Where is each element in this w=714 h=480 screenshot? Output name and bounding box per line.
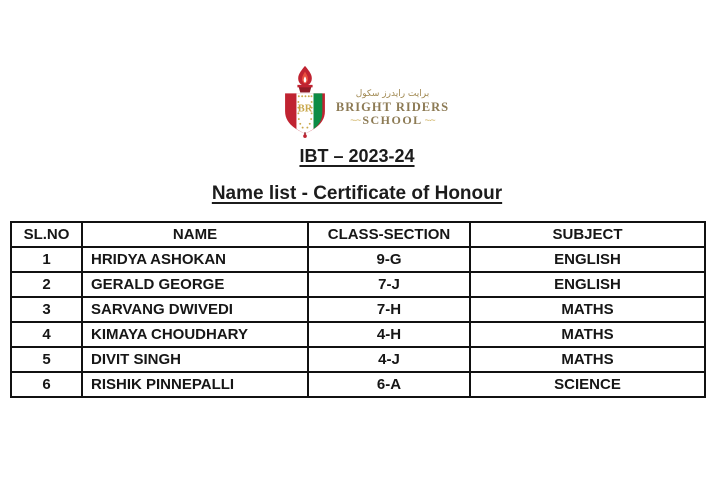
page-title: IBT – 2023-24 bbox=[299, 146, 415, 166]
school-name-line1: BRIGHT RIDERS bbox=[335, 99, 450, 114]
cell-class-section: 7-H bbox=[308, 297, 470, 322]
school-name-line2: SCHOOL bbox=[362, 113, 423, 128]
header-slno: SL.NO bbox=[11, 222, 82, 247]
cell-name: DIVIT SINGH bbox=[82, 347, 308, 372]
cell-slno: 5 bbox=[11, 347, 82, 372]
cell-subject: MATHS bbox=[470, 297, 705, 322]
cell-class-section: 9-G bbox=[308, 247, 470, 272]
cell-name: HRIDYA ASHOKAN bbox=[82, 247, 308, 272]
cell-subject: MATHS bbox=[470, 322, 705, 347]
table-row bbox=[11, 322, 705, 347]
cell-name: SARVANG DWIVEDI bbox=[82, 297, 308, 322]
school-name-block bbox=[336, 90, 449, 127]
school-logo bbox=[8, 64, 714, 138]
table-row bbox=[11, 372, 705, 397]
cell-slno: 6 bbox=[11, 372, 82, 397]
honour-list-table bbox=[10, 221, 706, 398]
cell-subject: MATHS bbox=[470, 347, 705, 372]
cell-name: KIMAYA CHOUDHARY bbox=[82, 322, 308, 347]
school-crest-icon bbox=[281, 64, 329, 138]
table-row bbox=[11, 347, 705, 372]
table-header-row bbox=[11, 222, 705, 247]
school-name-arabic: برايت رايدرز سكول bbox=[355, 88, 430, 99]
logo-monogram: BR bbox=[297, 103, 313, 115]
cell-name: RISHIK PINNEPALLI bbox=[82, 372, 308, 397]
header-name: NAME bbox=[82, 222, 308, 247]
cell-subject: SCIENCE bbox=[470, 372, 705, 397]
header-subject: SUBJECT bbox=[470, 222, 705, 247]
cell-slno: 4 bbox=[11, 322, 82, 347]
cell-name: GERALD GEORGE bbox=[82, 272, 308, 297]
cell-class-section: 4-J bbox=[308, 347, 470, 372]
table-row bbox=[11, 297, 705, 322]
flourish-left: ~∙~ bbox=[350, 114, 361, 125]
cell-class-section: 4-H bbox=[308, 322, 470, 347]
cell-slno: 2 bbox=[11, 272, 82, 297]
cell-subject: ENGLISH bbox=[470, 272, 705, 297]
flourish-right: ~∙~ bbox=[424, 114, 435, 125]
page-subtitle: Name list - Certificate of Honour bbox=[211, 183, 503, 204]
cell-class-section: 6-A bbox=[308, 372, 470, 397]
cell-slno: 3 bbox=[11, 297, 82, 322]
cell-slno: 1 bbox=[11, 247, 82, 272]
table-row bbox=[11, 247, 705, 272]
table-row bbox=[11, 272, 705, 297]
header-class-section: CLASS-SECTION bbox=[308, 222, 470, 247]
cell-class-section: 7-J bbox=[308, 272, 470, 297]
cell-subject: ENGLISH bbox=[470, 247, 705, 272]
